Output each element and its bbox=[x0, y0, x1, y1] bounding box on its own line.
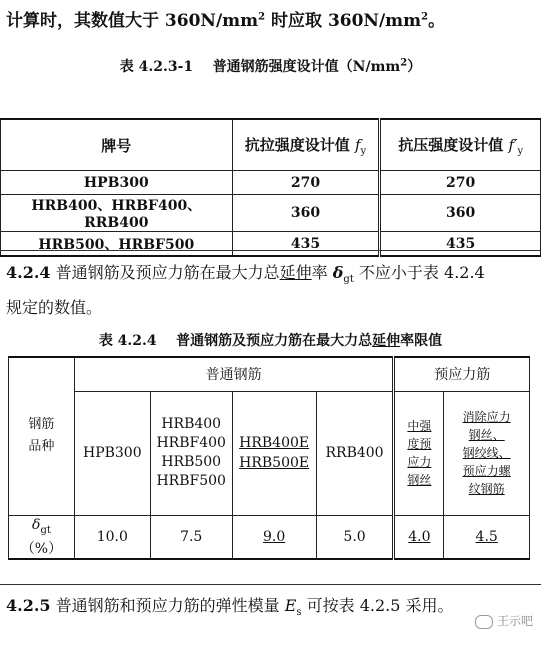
table2-value-row bbox=[9, 515, 530, 559]
section-4-2-4 bbox=[6, 259, 536, 322]
table-row bbox=[1, 171, 541, 195]
table-cell: 270 bbox=[380, 171, 541, 195]
table2-caption-end: 率限值 bbox=[400, 333, 443, 349]
grade-line: 钢丝 bbox=[407, 473, 432, 487]
table1-caption-text: 普通钢筋强度设计值（N/mm bbox=[212, 59, 401, 75]
grade-line: 钢丝、 bbox=[468, 428, 505, 442]
table2-group-prestressed: 预应力筋 bbox=[394, 357, 530, 391]
delta-symbol: δ bbox=[32, 516, 41, 533]
grade-line: HRB500E bbox=[239, 455, 310, 471]
table-cell: 7.5 bbox=[150, 515, 232, 559]
table1-header-grade bbox=[1, 119, 233, 171]
table2-group-ordinary: 普通钢筋 bbox=[74, 357, 394, 391]
modulus-symbol: E bbox=[284, 596, 297, 615]
table-cell: 435 bbox=[232, 232, 380, 257]
delta-symbol: δ bbox=[332, 263, 344, 282]
section-4-2-5 bbox=[6, 593, 536, 626]
section-text: 普通钢筋及预应力筋在最大力总 bbox=[50, 263, 280, 282]
section-number: 4.2.5 bbox=[6, 596, 51, 615]
grade-line: HRB400 bbox=[161, 416, 222, 432]
intro-text-1: 计算时，其数值大于 360N/mm bbox=[6, 11, 259, 31]
grade-line: HRBF500 bbox=[156, 473, 226, 489]
grade-line: 钢绞线、 bbox=[462, 446, 511, 460]
table-cell: HPB300 bbox=[74, 391, 150, 515]
section-underlined-text: 延伸 bbox=[279, 263, 312, 282]
elongation-limit-table bbox=[8, 356, 530, 560]
intro-line bbox=[6, 6, 445, 31]
table2-caption-number: 表 4.2.4 bbox=[98, 333, 157, 349]
table1-caption-end: ） bbox=[407, 59, 422, 75]
grade-line: HRB500 bbox=[161, 454, 222, 470]
delta-subscript: gt bbox=[343, 274, 354, 286]
table-cell bbox=[150, 391, 232, 515]
wechat-icon bbox=[475, 615, 493, 629]
tensile-header-text: 抗拉强度设计值 bbox=[244, 135, 350, 154]
table-cell: HRB500、HRBF500 bbox=[1, 232, 233, 257]
table2-caption bbox=[0, 330, 541, 350]
table-cell: 360 bbox=[232, 195, 380, 232]
table-cell: 9.0 bbox=[232, 515, 316, 559]
table2-grade-row bbox=[9, 391, 530, 515]
table1-caption-sup: 2 bbox=[400, 57, 408, 69]
table-cell: HRB400、HRBF400、RRB400 bbox=[1, 195, 233, 232]
compressive-subscript: y bbox=[517, 145, 524, 157]
section-text: 可按表 4.2.5 采用。 bbox=[301, 596, 454, 615]
steel-strength-table bbox=[0, 118, 541, 257]
section-text: 普通钢筋和预应力筋的弹性模量 bbox=[50, 596, 285, 615]
grade-line: HRBF400 bbox=[156, 435, 226, 451]
section-text-line2: 规定的数值。 bbox=[6, 298, 103, 318]
grade-line: 应力 bbox=[407, 455, 432, 469]
table-cell: 435 bbox=[380, 232, 541, 257]
watermark-text: 王示吧 bbox=[496, 614, 533, 628]
table-cell: 270 bbox=[232, 171, 380, 195]
table-row bbox=[1, 232, 541, 257]
section-number: 4.2.4 bbox=[6, 263, 51, 282]
tensile-symbol: f bbox=[354, 135, 361, 154]
table-cell: 5.0 bbox=[316, 515, 394, 559]
grade-header-text: 牌号 bbox=[101, 136, 132, 155]
table1-header-row bbox=[1, 119, 541, 171]
table1-header-compressive bbox=[380, 119, 541, 171]
section-text: 率 bbox=[311, 263, 333, 282]
grade-line: HRB400E bbox=[239, 435, 310, 451]
table-cell: 4.5 bbox=[444, 515, 530, 559]
table2-caption-underlined: 延伸 bbox=[372, 333, 401, 349]
section-text: 不应小于表 4.2.4 bbox=[353, 263, 485, 282]
grade-line: 度预 bbox=[407, 437, 432, 451]
table2-caption-text: 普通钢筋及预应力筋在最大力总 bbox=[176, 333, 373, 349]
table-cell: 4.0 bbox=[394, 515, 444, 559]
section-divider bbox=[0, 250, 541, 251]
table1-caption-number: 表 4.2.3-1 bbox=[119, 59, 194, 75]
row-header-line: 钢筋 bbox=[28, 417, 55, 433]
tensile-subscript: y bbox=[360, 145, 367, 157]
compressive-symbol: f′ bbox=[508, 135, 518, 154]
unit-label: （%） bbox=[20, 540, 63, 557]
intro-text-3: 。 bbox=[428, 11, 446, 31]
grade-line: 纹钢筋 bbox=[468, 482, 505, 496]
table2-group-row bbox=[9, 357, 530, 391]
table-cell: 10.0 bbox=[74, 515, 150, 559]
table-cell: 360 bbox=[380, 195, 541, 232]
table-row bbox=[1, 195, 541, 232]
intro-sup-2: 2 bbox=[421, 11, 429, 23]
table2-value-row-header bbox=[9, 515, 75, 559]
grade-line: 中强 bbox=[407, 419, 432, 433]
table-cell: HPB300 bbox=[1, 171, 233, 195]
table-cell bbox=[444, 391, 530, 515]
section-divider bbox=[0, 584, 541, 585]
table-cell: RRB400 bbox=[316, 391, 394, 515]
table-cell bbox=[394, 391, 444, 515]
table-cell bbox=[232, 391, 316, 515]
row-header-line: 品种 bbox=[28, 439, 55, 455]
delta-subscript: gt bbox=[40, 524, 51, 536]
watermark bbox=[475, 612, 533, 629]
modulus-subscript: s bbox=[296, 607, 302, 619]
grade-line: 预应力螺 bbox=[462, 464, 511, 478]
grade-line: 消除应力 bbox=[462, 410, 511, 424]
compressive-header-text: 抗压强度设计值 bbox=[398, 135, 504, 154]
intro-sup-1: 2 bbox=[258, 11, 266, 23]
intro-text-2: 时应取 360N/mm bbox=[265, 11, 422, 31]
table1-header-tensile bbox=[232, 119, 380, 171]
table2-row-header bbox=[9, 357, 75, 515]
table1-caption bbox=[0, 56, 541, 76]
